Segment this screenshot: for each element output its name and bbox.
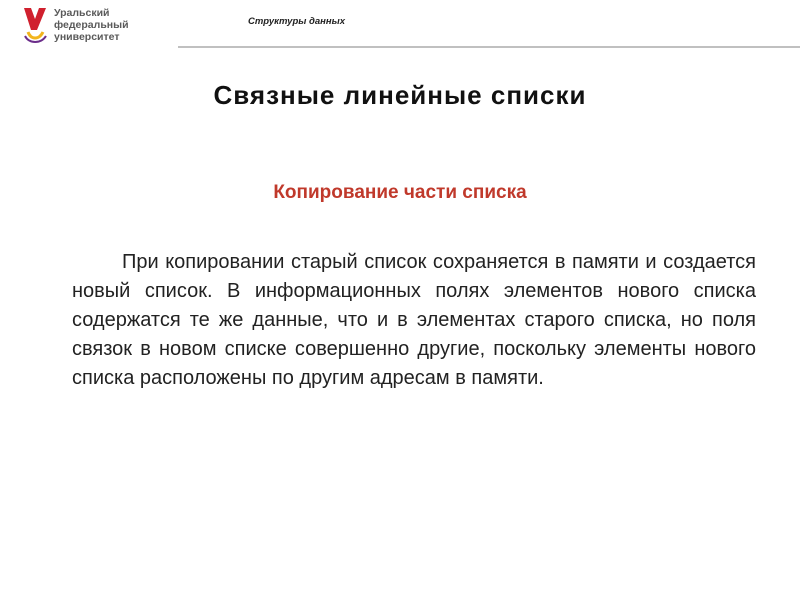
- ural-university-logo-icon: [22, 6, 48, 44]
- body-paragraph: При копировании старый список сохраняется в памяти и создается новый список. В информационных полях элементов нового списка содержатся те же данные, что и в элементах старого списка, но поля связок в новом списке совершенно другие, поскольку элементы нового списка расположены по другим адресам в памяти.: [72, 251, 756, 389]
- logo-text-line-1: Уральский: [54, 7, 110, 19]
- header-divider: [178, 46, 800, 48]
- header-title: Структуры данных: [248, 16, 346, 27]
- slide-subtitle: Копирование части списка: [273, 182, 527, 203]
- logo-text-line-2: федеральный: [54, 19, 129, 31]
- university-logo: [22, 6, 162, 50]
- logo-text-line-3: университет: [54, 31, 120, 43]
- logo-text: [54, 7, 129, 43]
- slide-title: Связные линейные списки: [213, 80, 587, 110]
